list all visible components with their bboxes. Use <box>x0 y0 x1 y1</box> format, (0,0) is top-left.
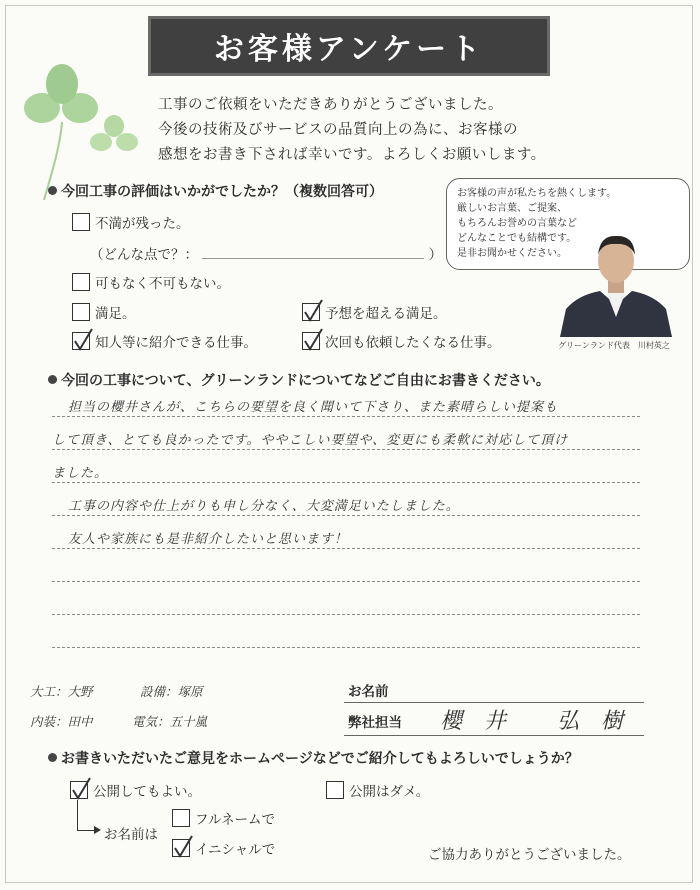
option-exceeded[interactable] <box>302 302 447 322</box>
q3-heading <box>48 748 579 768</box>
option-label: 満足。 <box>95 306 136 322</box>
option-label: 予想を超える満足。 <box>325 306 447 322</box>
checkbox[interactable] <box>72 303 90 321</box>
comment-line: 担当の櫻井さんが、こちらの要望を良く聞いて下さり、また素晴らしい提案も <box>68 400 559 415</box>
speech-line: どんなことでも結構です。 <box>457 233 577 244</box>
name-field-line[interactable] <box>344 702 644 703</box>
check-icon <box>172 834 194 860</box>
option-label: 知人等に紹介できる仕事。 <box>95 335 257 351</box>
speech-line: お客様の声が私たちを熱くします。 <box>457 188 617 199</box>
check-icon <box>70 776 92 802</box>
option-dissatisfied[interactable] <box>72 212 190 232</box>
comment-line: 友人や家族にも是非紹介したいと思います！ <box>68 532 349 547</box>
option-label: 可もなく不可もない。 <box>95 276 230 292</box>
checkbox-checked[interactable] <box>302 303 320 321</box>
staff-carpenter: 大工：大野 <box>30 684 93 699</box>
check-icon <box>302 298 324 324</box>
title-banner <box>148 16 550 76</box>
option-label: イニシャルで <box>195 842 276 858</box>
option-label: フルネームで <box>195 812 276 828</box>
writing-rule <box>52 449 640 450</box>
writing-rule <box>52 416 640 417</box>
name-format-label: お名前は <box>104 827 158 843</box>
option-satisfied[interactable] <box>72 302 136 322</box>
speech-line: もちろんお誉めの言葉など <box>457 218 577 229</box>
option-neutral[interactable] <box>72 272 230 292</box>
check-icon <box>302 327 324 353</box>
q1-heading-text: 今回工事の評価はいかがでしたか？（複数回答可） <box>61 184 383 200</box>
rep-name: 櫻井 弘樹 <box>440 709 645 734</box>
checkbox-checked[interactable] <box>72 332 90 350</box>
comment-line: して頂き、とても良かったです。ややこしい要望や、変更にも柔軟に対応して頂け <box>52 433 569 448</box>
comment-line: ました。 <box>52 466 109 481</box>
checkbox-checked[interactable] <box>172 839 190 857</box>
speech-line: 是非お聞かせください。 <box>457 248 567 259</box>
writing-rule <box>52 482 640 483</box>
photo-caption: グリーンランド代表 川村英之 <box>558 341 670 350</box>
writing-rule <box>52 515 640 516</box>
checkbox[interactable] <box>172 809 190 827</box>
intro-line: 工事のご依頼をいただきありがとうございました。 <box>158 97 503 113</box>
bullet-icon <box>48 186 57 195</box>
q1-heading <box>48 181 383 201</box>
detail-prompt-label: （どんな点で？： <box>90 247 198 263</box>
q3-heading-text: お書きいただいたご意見をホームページなどでご紹介してもよろしいでしょうか？ <box>61 751 579 767</box>
option-label: 不満が残った。 <box>95 216 190 232</box>
clover-small-icon <box>88 112 140 164</box>
staff-interior: 内装：田中 <box>30 714 93 729</box>
option-fullname[interactable] <box>172 808 275 828</box>
q2-heading <box>48 370 550 390</box>
thanks-text: ご協力ありがとうございました。 <box>428 847 631 863</box>
bullet-icon <box>48 753 57 762</box>
option-label: 公開はダメ。 <box>349 784 430 800</box>
speech-line: 厳しいお言葉、ご提案、 <box>457 203 567 214</box>
check-icon <box>72 327 94 353</box>
option-label: 公開してもよい。 <box>93 784 201 800</box>
option-repeat[interactable] <box>302 331 501 351</box>
staff-electric: 電気：五十嵐 <box>132 714 208 729</box>
intro-line: 今後の技術及びサービスの品質向上の為に、お客様の <box>158 122 518 138</box>
writing-rule <box>52 548 640 549</box>
detail-prompt <box>90 243 442 263</box>
detail-input[interactable] <box>202 246 424 259</box>
option-label: 次回も依頼したくなる仕事。 <box>325 335 501 351</box>
representative-photo <box>560 225 672 337</box>
option-publish-ok[interactable] <box>70 780 201 800</box>
rep-field-line <box>344 735 644 736</box>
option-recommend[interactable] <box>72 331 257 351</box>
intro-line: 感想をお書き下されば幸いです。よろしくお願いします。 <box>158 147 546 163</box>
option-publish-ng[interactable] <box>326 780 429 800</box>
page-title: お客様アンケート <box>213 32 485 67</box>
intro-text <box>158 93 618 168</box>
option-initials[interactable] <box>172 838 275 858</box>
checkbox-checked[interactable] <box>70 781 88 799</box>
detail-close: ） <box>428 247 443 263</box>
writing-rule <box>52 614 640 615</box>
bullet-icon <box>48 375 57 384</box>
writing-rule <box>52 581 640 582</box>
checkbox[interactable] <box>72 273 90 291</box>
checkbox[interactable] <box>326 781 344 799</box>
writing-rule <box>52 647 640 648</box>
checkbox-checked[interactable] <box>302 332 320 350</box>
arrow-head-icon <box>94 826 101 834</box>
checkbox[interactable] <box>72 213 90 231</box>
rep-label: 弊社担当 <box>348 715 402 731</box>
name-label: お名前 <box>348 684 389 700</box>
q2-heading-text: 今回の工事について、グリーンランドについてなどご自由にお書きください。 <box>61 373 550 389</box>
staff-equipment: 設備：塚原 <box>140 684 203 699</box>
comment-line: 工事の内容や仕上がりも申し分なく、大変満足いたしました。 <box>68 499 460 514</box>
